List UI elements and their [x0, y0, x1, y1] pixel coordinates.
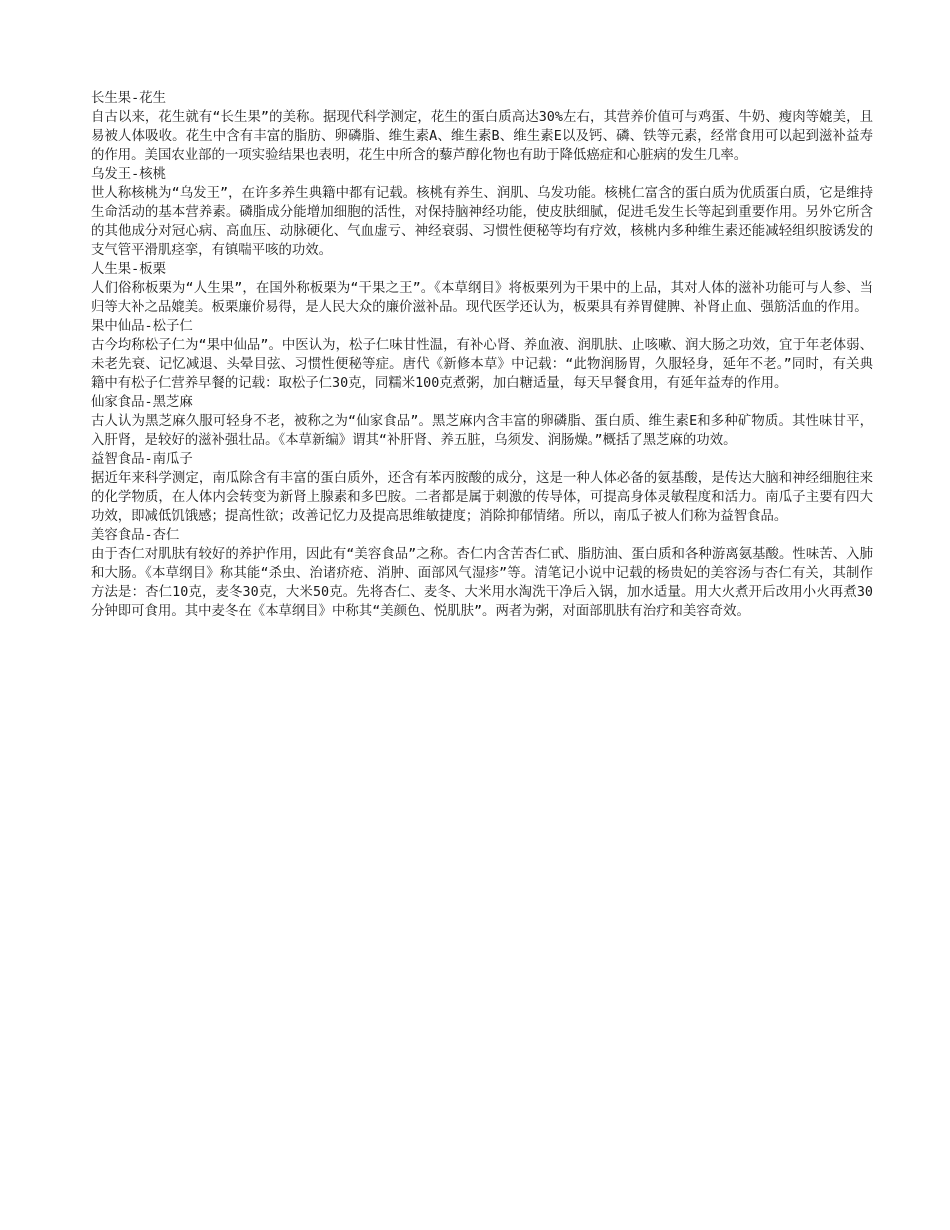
document-page [91, 89, 873, 621]
section-walnut [91, 165, 873, 260]
section-title: 果中仙品-松子仁 [91, 319, 193, 334]
section-pumpkin-seed [91, 450, 873, 526]
section-almond [91, 526, 873, 621]
section-pine-nut [91, 317, 873, 393]
section-body: 据近年来科学测定，南瓜除含有丰富的蛋白质外，还含有苯丙胺酸的成分，这是一种人体必备的氨基酸，是传达大脑和神经细胞往来的化学物质，在人体内会转变为新肾上腺素和多巴胺。二者都是属于刺激的传导体，可提高身体灵敏程度和活力。南瓜子主要有四大功效，即减低饥饿感；提高性欲；改善记忆力及提高思维敏捷度；消除抑郁情绪。所以，南瓜子被人们称为益智食品。 [91, 471, 873, 524]
section-peanut [91, 89, 873, 165]
section-chestnut [91, 260, 873, 317]
section-body: 古人认为黑芝麻久服可轻身不老，被称之为“仙家食品”。黑芝麻内含丰富的卵磷脂、蛋白质、维生素E和多种矿物质。其性味甘平，入肝肾，是较好的滋补强壮品。《本草新编》谓其“补肝肾、养五脏，乌须发、润肠燥。”概括了黑芝麻的功效。 [91, 414, 873, 448]
section-title: 人生果-板栗 [91, 262, 167, 277]
section-title: 长生果-花生 [91, 91, 167, 106]
section-title: 乌发王-核桃 [91, 167, 167, 182]
section-black-sesame [91, 393, 873, 450]
section-body: 自古以来，花生就有“长生果”的美称。据现代科学测定，花生的蛋白质高达30%左右，其营养价值可与鸡蛋、牛奶、瘦肉等媲美，且易被人体吸收。花生中含有丰富的脂肪、卵磷脂、维生素A、维生素B、维生素E以及钙、磷、铁等元素，经常食用可以起到滋补益寿的作用。美国农业部的一项实验结果也表明，花生中所含的藜芦醇化物也有助于降低癌症和心脏病的发生几率。 [91, 110, 873, 163]
section-body: 人们俗称板栗为“人生果”，在国外称板栗为“干果之王”。《本草纲目》将板栗列为干果中的上品，其对人体的滋补功能可与人参、当归等大补之品媲美。板栗廉价易得，是人民大众的廉价滋补品。现代医学还认为，板栗具有养胃健脾、补肾止血、强筋活血的作用。 [91, 281, 873, 315]
section-body: 世人称核桃为“乌发王”，在许多养生典籍中都有记载。核桃有养生、润肌、乌发功能。核桃仁富含的蛋白质为优质蛋白质，它是维持生命活动的基本营养素。磷脂成分能增加细胞的活性，对保持脑神经功能，使皮肤细腻，促进毛发生长等起到重要作用。另外它所含的其他成分对冠心病、高血压、动脉硬化、气血虚亏、神经衰弱、习惯性便秘等均有疗效，核桃内多种维生素还能减轻组织胺诱发的支气管平滑肌痉挛，有镇喘平咳的功效。 [91, 186, 873, 258]
section-title: 美容食品-杏仁 [91, 528, 180, 543]
section-title: 仙家食品-黑芝麻 [91, 395, 193, 410]
section-body: 古今均称松子仁为“果中仙品”。中医认为，松子仁味甘性温，有补心肾、养血液、润肌肤、止咳嗽、润大肠之功效，宜于年老体弱、未老先衰、记忆减退、头晕目弦、习惯性便秘等症。唐代《新修本草》中记载：“此物润肠胃，久服轻身，延年不老。”同时，有关典籍中有松子仁营养早餐的记载：取松子仁30克，同糯米100克煮粥，加白糖适量，每天早餐食用，有延年益寿的作用。 [91, 338, 873, 391]
section-title: 益智食品-南瓜子 [91, 452, 193, 467]
section-body: 由于杏仁对肌肤有较好的养护作用，因此有“美容食品”之称。杏仁内含苦杏仁甙、脂肪油、蛋白质和各种游离氨基酸。性味苦、入肺和大肠。《本草纲目》称其能“杀虫、治诸疥疮、消肿、面部风气湿疹”等。清笔记小说中记载的杨贵妃的美容汤与杏仁有关，其制作方法是：杏仁10克，麦冬30克，大米50克。先将杏仁、麦冬、大米用水淘洗干净后入锅，加水适量。用大火煮开后改用小火再煮30分钟即可食用。其中麦冬在《本草纲目》中称其“美颜色、悦肌肤”。两者为粥，对面部肌肤有治疗和美容奇效。 [91, 547, 873, 619]
